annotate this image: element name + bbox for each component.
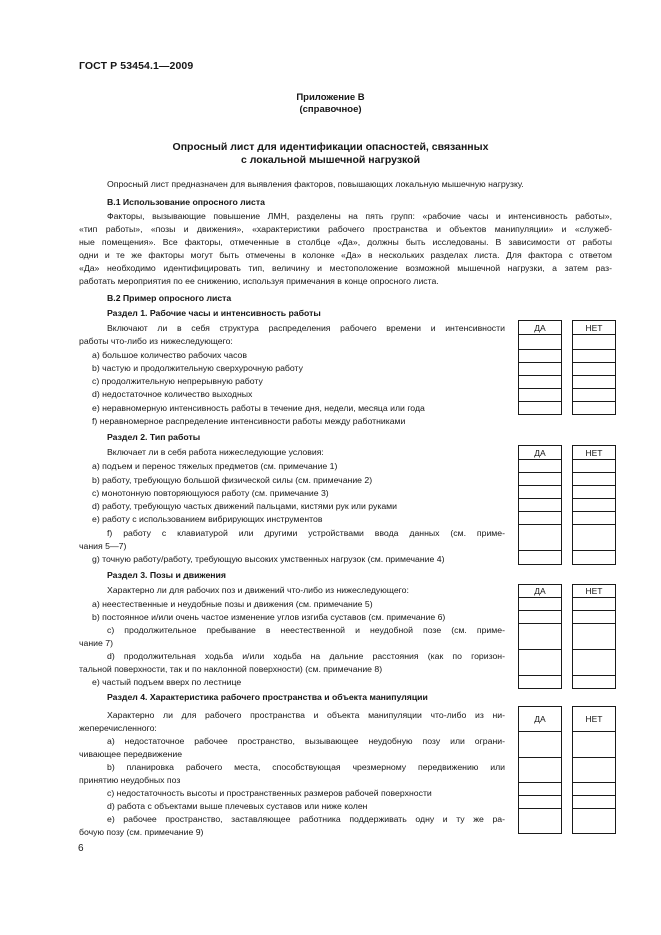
- b1-line: «тип работы», «позы и движения», «характеристики рабочего пространства и объектов манипуляции» и «служеб-: [79, 224, 612, 234]
- yes-checkbox[interactable]: [519, 389, 562, 402]
- no-checkbox[interactable]: [573, 611, 616, 624]
- yes-checkbox[interactable]: [519, 783, 562, 796]
- no-header: НЕТ: [573, 585, 616, 598]
- document-code: ГОСТ Р 53454.1—2009: [79, 60, 194, 72]
- appendix-subtitle: (справочное): [299, 104, 362, 115]
- section3-heading: Раздел 3. Позы и движения: [107, 570, 226, 580]
- page-number: 6: [78, 843, 84, 854]
- section1-item: e) неравномерную интенсивность работы в течение дня, недели, месяца или года: [92, 403, 425, 413]
- section4-item: бочую позу (см. примечание 9): [79, 827, 204, 837]
- no-checkbox[interactable]: [573, 624, 616, 650]
- section3-item: c) продолжительное пребывание в неестественной и неудобной позе (см. приме-: [107, 625, 505, 635]
- no-checkbox[interactable]: [573, 389, 616, 402]
- yes-checkbox[interactable]: [519, 512, 562, 525]
- b2-heading: В.2 Пример опросного листа: [107, 293, 232, 303]
- section3-no-column: [572, 584, 616, 689]
- yes-checkbox[interactable]: [519, 650, 562, 676]
- yes-header: ДА: [519, 585, 562, 598]
- section4-question: жеперечисленного:: [79, 723, 157, 733]
- yes-checkbox[interactable]: [519, 732, 562, 758]
- yes-checkbox[interactable]: [519, 473, 562, 486]
- doc-title-line2: с локальной мышечной нагрузкой: [240, 154, 421, 166]
- section1-item: d) недостаточное количество выходных: [92, 389, 253, 399]
- section1-no-column: [572, 320, 616, 415]
- yes-checkbox[interactable]: [519, 460, 562, 473]
- section4-item: e) рабочее пространство, заставляющее работника поддерживать одну и ту же ра-: [107, 814, 505, 824]
- no-checkbox[interactable]: [573, 512, 616, 525]
- yes-checkbox[interactable]: [519, 499, 562, 512]
- section2-item: a) подъем и перенос тяжелых предметов (см. примечание 1): [92, 461, 338, 471]
- no-checkbox[interactable]: [573, 758, 616, 783]
- no-checkbox[interactable]: [573, 499, 616, 512]
- section1-item: b) частую и продолжительную сверхурочную работу: [92, 363, 303, 373]
- yes-checkbox[interactable]: [519, 758, 562, 783]
- section2-item: f) работу с клавиатурой или другими устройствами ввода данных (см. приме-: [107, 528, 505, 538]
- section4-item: d) работа с объектами выше плечевых суставов или ниже колен: [107, 801, 368, 811]
- no-checkbox[interactable]: [573, 376, 616, 389]
- section1-item: c) продолжительную непрерывную работу: [92, 376, 263, 386]
- b1-line: «Да» необходимо идентифицировать тип, величину и местоположение возможной мышечной нагрузки, а затем раз-: [79, 263, 612, 273]
- no-checkbox[interactable]: [573, 732, 616, 758]
- section1-yes-column: [518, 320, 562, 415]
- section1-question: работы что-либо из нижеследующего:: [79, 336, 233, 346]
- intro-text: Опросный лист предназначен для выявления факторов, повышающих локальную мышечную нагрузку.: [107, 179, 524, 189]
- no-checkbox[interactable]: [573, 402, 616, 415]
- appendix-title: Приложение В: [296, 92, 365, 103]
- no-checkbox[interactable]: [573, 350, 616, 363]
- yes-checkbox[interactable]: [519, 350, 562, 363]
- b1-heading: В.1 Использование опросного листа: [107, 197, 265, 207]
- section2-item: c) монотонную повторяющуюся работу (см. примечание 3): [92, 488, 329, 498]
- section4-item: a) недостаточное рабочее пространство, вызывающее неудобную позу или ограни-: [107, 736, 505, 746]
- yes-checkbox[interactable]: [519, 525, 562, 551]
- yes-checkbox[interactable]: [519, 676, 562, 689]
- section3-item: b) постоянное и/или очень частое изменение углов изгиба суставов (см. примечание 6): [92, 612, 446, 622]
- no-header: НЕТ: [573, 446, 616, 460]
- b1-line: работать мероприятия по ее снижению, используя примечания в конце опросного листа.: [79, 276, 439, 286]
- section3-item: e) частый подъем вверх по лестнице: [92, 677, 242, 687]
- no-header: НЕТ: [573, 321, 616, 335]
- section2-item: d) работу, требующую частых движений пальцами, кистями рук или руками: [92, 501, 397, 511]
- no-checkbox[interactable]: [573, 525, 616, 551]
- no-checkbox[interactable]: [573, 460, 616, 473]
- section2-item: g) точную работу/работу, требующую высоких умственных нагрузок (см. примечание 4): [92, 554, 445, 564]
- yes-checkbox[interactable]: [519, 551, 562, 565]
- section3-item: a) неестественные и неудобные позы и движения (см. примечание 5): [92, 599, 373, 609]
- section4-item: b) планировка рабочего места, способствующая чрезмерному передвижению или: [107, 762, 505, 772]
- yes-checkbox[interactable]: [519, 335, 562, 350]
- section4-item: принятию неудобных поз: [79, 775, 181, 785]
- section1-item: a) большое количество рабочих часов: [92, 350, 247, 360]
- yes-checkbox[interactable]: [519, 486, 562, 499]
- yes-checkbox[interactable]: [519, 611, 562, 624]
- no-checkbox[interactable]: [573, 551, 616, 565]
- section2-item: e) работу с использованием вибрирующих инструментов: [92, 514, 323, 524]
- section4-item: чивающее передвижение: [79, 749, 183, 759]
- section4-heading: Раздел 4. Характеристика рабочего пространства и объекта манипуляции: [107, 692, 428, 702]
- section3-yes-column: [518, 584, 562, 689]
- b1-line: ные помещения». Все факторы, отмеченные в столбце «Да», должны быть исследованы. В зависимости от работы: [79, 237, 612, 247]
- b1-line: одни и те же факторы могут быть отмечены в колонке «Да» в нескольких разделах листа. Для фактора с ответом: [79, 250, 612, 260]
- no-checkbox[interactable]: [573, 335, 616, 350]
- no-checkbox[interactable]: [573, 486, 616, 499]
- section1-question: Включают ли в себя структура распределения рабочего времени и интенсивности: [107, 323, 505, 333]
- section1-item: f) неравномерное распределение интенсивности работы между работниками: [92, 416, 406, 426]
- section2-question: Включает ли в себя работа нижеследующие условия:: [107, 447, 324, 457]
- yes-header: ДА: [519, 321, 562, 335]
- section2-item: чания 5—7): [79, 541, 127, 551]
- section3-item: тальной поверхности, так и по наклонной поверхности) (см. примечание 8): [79, 664, 383, 674]
- yes-checkbox[interactable]: [519, 598, 562, 611]
- no-checkbox[interactable]: [573, 676, 616, 689]
- yes-checkbox[interactable]: [519, 363, 562, 376]
- no-checkbox[interactable]: [573, 783, 616, 796]
- section2-item: b) работу, требующую большой физической силы (см. примечание 2): [92, 475, 373, 485]
- section4-no-column: [572, 706, 616, 834]
- section3-question: Характерно ли для рабочих поз и движений что-либо из нижеследующего:: [107, 585, 409, 595]
- yes-checkbox[interactable]: [519, 402, 562, 415]
- yes-header: ДА: [519, 707, 562, 732]
- yes-header: ДА: [519, 446, 562, 460]
- yes-checkbox[interactable]: [519, 624, 562, 650]
- no-checkbox[interactable]: [573, 650, 616, 676]
- no-header: НЕТ: [573, 707, 616, 732]
- no-checkbox[interactable]: [573, 363, 616, 376]
- section4-yes-column: [518, 706, 562, 834]
- no-checkbox[interactable]: [573, 598, 616, 611]
- yes-checkbox[interactable]: [519, 376, 562, 389]
- b1-line: Факторы, вызывающие повышение ЛМН, разделены на пять групп: «рабочие часы и интенсивность работы»,: [107, 211, 612, 221]
- no-checkbox[interactable]: [573, 809, 616, 834]
- section4-question: Характерно ли для рабочего пространства и объекта манипуляции что-либо из ни-: [107, 710, 505, 720]
- yes-checkbox[interactable]: [519, 796, 562, 809]
- section2-yes-column: [518, 445, 562, 565]
- section2-heading: Раздел 2. Тип работы: [107, 432, 201, 442]
- section4-item: c) недостаточность высоты и пространственных размеров рабочей поверхности: [107, 788, 432, 798]
- section3-item: d) продолжительная ходьба и/или ходьба на дальние расстояния (как по горизон-: [107, 651, 505, 661]
- doc-title-line1: Опросный лист для идентификации опасностей, связанных: [172, 141, 489, 153]
- yes-checkbox[interactable]: [519, 809, 562, 834]
- section1-heading: Раздел 1. Рабочие часы и интенсивность работы: [107, 308, 321, 318]
- no-checkbox[interactable]: [573, 473, 616, 486]
- section3-item: чание 7): [79, 638, 113, 648]
- no-checkbox[interactable]: [573, 796, 616, 809]
- section2-no-column: [572, 445, 616, 565]
